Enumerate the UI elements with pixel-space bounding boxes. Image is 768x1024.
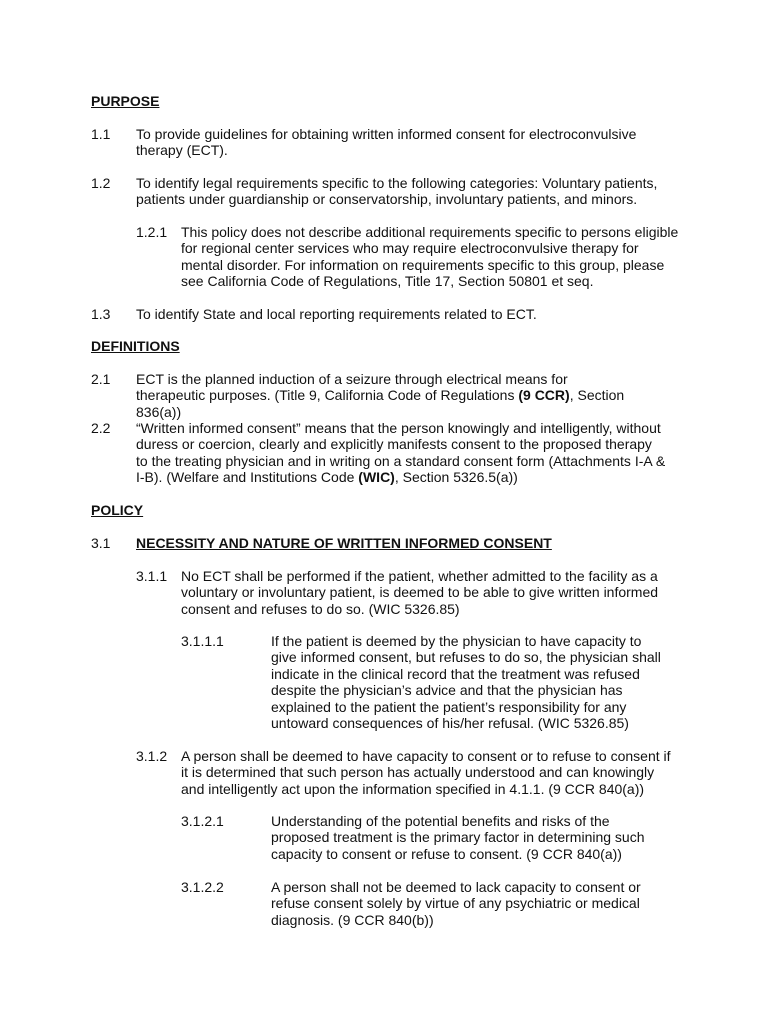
policy-item-text: No ECT shall be performed if the patient, whether admitted to the facility as a voluntary or involuntary patient, is deemed to be able to give written informed consent and refuses to do so. (WIC 5326.85) [181,568,659,617]
purpose-item-text: To identify State and local reporting requirements related to ECT. [136,306,537,322]
item-number: 3.1.1.1 [181,633,224,649]
item-number: 1.3 [91,306,111,322]
purpose-item-text: To identify legal requirements specific to the following categories: Voluntary patients, patients under guardianship or conservatorship, involuntary patients, and minors. [136,175,658,208]
purpose-item-text: This policy does not describe additional requirements specific to persons eligible for regional center services who may require electroconvulsive therapy for mental disorder. For information on requirements specific to this group, please see California Code of Regulations, Title 17, Section 50801 et seq. [181,224,679,290]
definitions-heading: DEFINITIONS [91,338,180,354]
item-number: 1.2.1 [136,224,168,240]
item-number: 2.1 [91,371,111,387]
policy-item-text: If the patient is deemed by the physician to have capacity to give informed consent, but refuses to do so, the physician shall indicate in the clinical record that the treatment was refused despite the physician’s advice and that the physician has explained to the patient the patient’s responsibility for any untoward consequences of his/her refusal. (WIC 5326.85) [271,633,661,732]
item-number: 2.2 [91,420,111,436]
item-number: 1.1 [91,126,111,142]
policy-item-text: A person shall be deemed to have capacity to consent or to refuse to consent if it is determined that such person has actually understood and can knowingly and intelligently act upon the information specified in 4.1.1. (9 CCR 840(a)) [181,748,671,797]
policy-heading: POLICY [91,502,144,518]
item-number: 1.2 [91,175,111,191]
item-number: 3.1.2.1 [181,813,224,829]
item-number: 3.1 [91,535,111,551]
definition-ect-text: ECT is the planned induction of a seizure through electrical means for therapeutic purposes. (Title 9, California Code of Regulations (9 CCR), Section 836(a)) [136,371,625,420]
item-number: 3.1.1 [136,568,168,584]
section-title: NECESSITY AND NATURE OF WRITTEN INFORMED CONSENT [136,535,552,551]
purpose-heading: PURPOSE [91,93,160,109]
definition-consent-text: “Written informed consent” means that the person knowingly and intelligently, without duress or coercion, clearly and explicitly manifests consent to the proposed therapy to the treating physician and in writing on a standard consent form (Attachments I-A & I-B). (Welfare and Institutions Code (WIC), Section 5326.5(a)) [136,420,666,486]
item-number: 3.1.2.2 [181,879,224,895]
policy-item-text: A person shall not be deemed to lack capacity to consent or refuse consent solely by virtue of any psychiatric or medical diagnosis. (9 CCR 840(b)) [271,879,641,928]
item-number: 3.1.2 [136,748,168,764]
purpose-item-text: To provide guidelines for obtaining written informed consent for electroconvulsive therapy (ECT). [136,126,637,159]
policy-item-text: Understanding of the potential benefits and risks of the proposed treatment is the primary factor in determining such capacity to consent or refuse to consent. (9 CCR 840(a)) [271,813,645,862]
